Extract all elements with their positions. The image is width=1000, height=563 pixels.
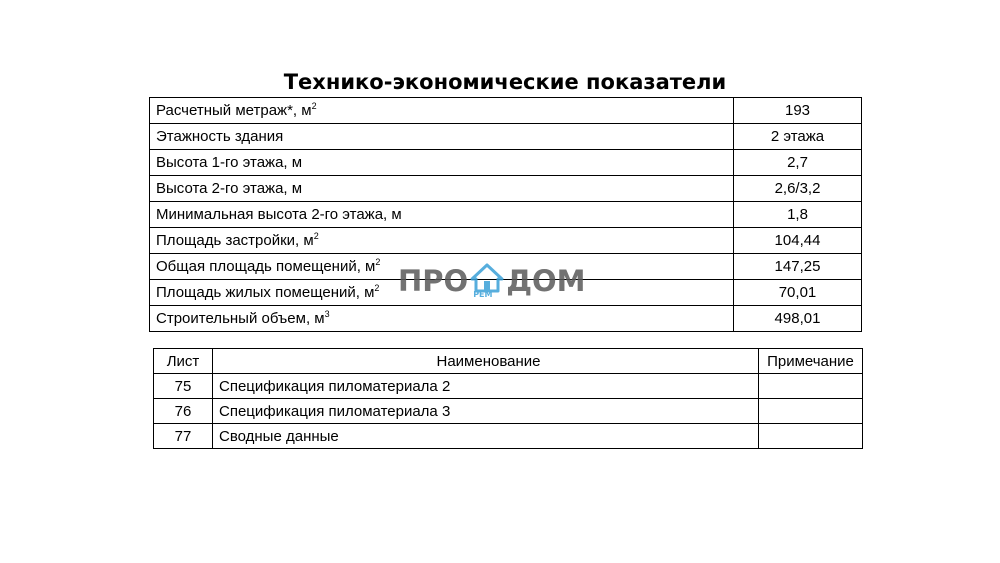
watermark-left-text: ПРО	[398, 264, 469, 298]
table-row	[150, 176, 862, 202]
param-value: 70,01	[734, 280, 862, 306]
watermark-right-text: ДОМ	[506, 264, 586, 298]
sheet-name: Спецификация пиломатериала 3	[213, 399, 759, 424]
param-label: Площадь застройки, $м^2$	[150, 228, 734, 254]
column-header-name: Наименование	[213, 349, 759, 374]
column-header-note: Примечание	[759, 349, 863, 374]
sheet-note	[759, 399, 863, 424]
param-label: Минимальная высота 2-го этажа, м	[150, 202, 734, 228]
house-icon	[470, 263, 504, 299]
param-label: Площадь жилых помещений, $м^2$	[150, 280, 734, 306]
table-row	[150, 124, 862, 150]
watermark-small-text: РЕМ	[473, 290, 493, 299]
param-label: Этажность здания	[150, 124, 734, 150]
param-label: Строительный объем, $м^3$	[150, 306, 734, 332]
param-value: 147,25	[734, 254, 862, 280]
param-value: 193	[734, 98, 862, 124]
table-row	[154, 424, 863, 449]
column-header-sheet: Лист	[154, 349, 213, 374]
param-label: Расчетный метраж*, $м^2$	[150, 98, 734, 124]
table-row	[150, 228, 862, 254]
table-header-row	[154, 349, 863, 374]
table-row	[150, 306, 862, 332]
sheet-note	[759, 424, 863, 449]
table-row	[154, 374, 863, 399]
sheets-table	[153, 348, 863, 449]
param-label: Высота 2-го этажа, м	[150, 176, 734, 202]
page-title: Технико-экономические показатели	[283, 70, 727, 94]
table-row	[154, 399, 863, 424]
table-row	[150, 202, 862, 228]
sheet-name: Сводные данные	[213, 424, 759, 449]
sheet-number: 77	[154, 424, 213, 449]
sheet-note	[759, 374, 863, 399]
watermark-logo	[398, 262, 586, 299]
sheet-number: 76	[154, 399, 213, 424]
param-value: 104,44	[734, 228, 862, 254]
param-label: Высота 1-го этажа, м	[150, 150, 734, 176]
param-value: 498,01	[734, 306, 862, 332]
table-row	[150, 150, 862, 176]
param-value: 2,6/3,2	[734, 176, 862, 202]
table-row	[150, 98, 862, 124]
sheet-number: 75	[154, 374, 213, 399]
param-value: 1,8	[734, 202, 862, 228]
param-value: 2,7	[734, 150, 862, 176]
sheet-name: Спецификация пиломатериала 2	[213, 374, 759, 399]
param-label: Общая площадь помещений, $м^2$	[150, 254, 734, 280]
param-value: 2 этажа	[734, 124, 862, 150]
